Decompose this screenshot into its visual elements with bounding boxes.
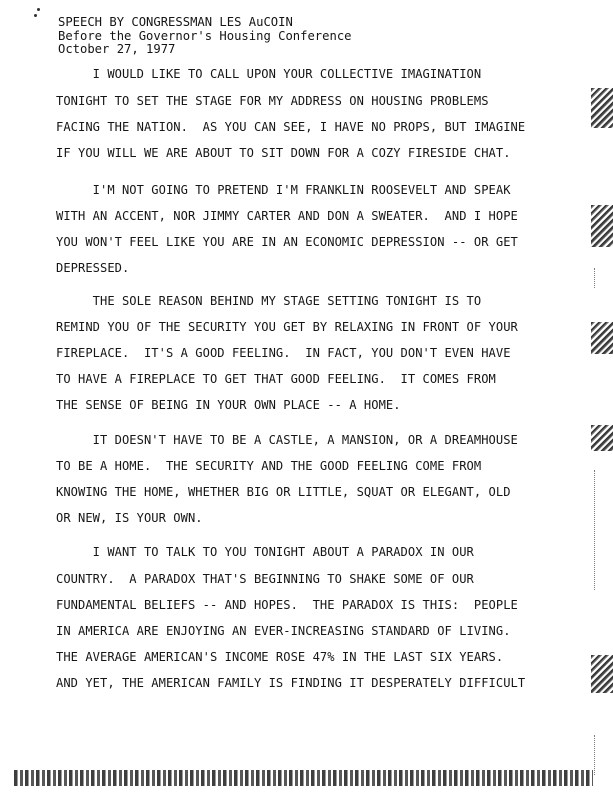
body-line: IF YOU WILL WE ARE ABOUT TO SIT DOWN FOR A COZY FIRESIDE CHAT. — [56, 146, 511, 160]
scan-artifact — [591, 425, 613, 451]
header-date: October 27, 1977 — [58, 42, 176, 57]
body-line: WITH AN ACCENT, NOR JIMMY CARTER AND DON A SWEATER. AND I HOPE — [56, 209, 518, 223]
body-line: TO BE A HOME. THE SECURITY AND THE GOOD FEELING COME FROM — [56, 459, 482, 473]
body-line: YOU WON'T FEEL LIKE YOU ARE IN AN ECONOMIC DEPRESSION -- OR GET — [56, 235, 518, 249]
body-line: THE SENSE OF BEING IN YOUR OWN PLACE -- A HOME. — [56, 398, 401, 412]
scan-artifact — [594, 735, 609, 775]
body-line: I'M NOT GOING TO PRETEND I'M FRANKLIN ROOSEVELT AND SPEAK — [56, 183, 511, 197]
header-title: SPEECH BY CONGRESSMAN LES AuCOIN — [58, 15, 293, 29]
body-line: DEPRESSED. — [56, 261, 130, 275]
body-line: FIREPLACE. IT'S A GOOD FEELING. IN FACT, YOU DON'T EVEN HAVE — [56, 346, 511, 360]
body-line: IT DOESN'T HAVE TO BE A CASTLE, A MANSION, OR A DREAMHOUSE — [56, 433, 518, 447]
scan-artifact — [594, 470, 609, 590]
body-line: THE SOLE REASON BEHIND MY STAGE SETTING TONIGHT IS TO — [56, 294, 482, 308]
body-line: FACING THE NATION. AS YOU CAN SEE, I HAVE NO PROPS, BUT IMAGINE — [56, 120, 526, 134]
body-line: IN AMERICA ARE ENJOYING AN EVER-INCREASING STANDARD OF LIVING. — [56, 624, 511, 638]
body-line: REMIND YOU OF THE SECURITY YOU GET BY RELAXING IN FRONT OF YOUR — [56, 320, 518, 334]
scan-artifact — [591, 88, 613, 128]
body-line: COUNTRY. A PARADOX THAT'S BEGINNING TO SHAKE SOME OF OUR — [56, 572, 474, 586]
body-line: TONIGHT TO SET THE STAGE FOR MY ADDRESS ON HOUSING PROBLEMS — [56, 94, 489, 108]
scan-artifact — [594, 268, 609, 288]
speech-header — [58, 16, 352, 57]
body-line: AND YET, THE AMERICAN FAMILY IS FINDING IT DESPERATELY DIFFICULT — [56, 676, 526, 690]
scan-artifact — [591, 322, 613, 354]
body-line: KNOWING THE HOME, WHETHER BIG OR LITTLE, SQUAT OR ELEGANT, OLD — [56, 485, 511, 499]
body-line: I WOULD LIKE TO CALL UPON YOUR COLLECTIVE IMAGINATION — [56, 67, 482, 81]
scan-artifact-bottom — [14, 770, 593, 786]
body-line: FUNDAMENTAL BELIEFS -- AND HOPES. THE PARADOX IS THIS: PEOPLE — [56, 598, 518, 612]
body-line: OR NEW, IS YOUR OWN. — [56, 511, 203, 525]
scan-artifact — [37, 8, 40, 11]
header-occasion: Before the Governor's Housing Conference — [58, 28, 352, 43]
body-line: I WANT TO TALK TO YOU TONIGHT ABOUT A PARADOX IN OUR — [56, 545, 474, 559]
scan-artifact — [591, 205, 613, 247]
scan-artifact — [34, 14, 37, 17]
scan-artifact — [591, 655, 613, 693]
body-line: THE AVERAGE AMERICAN'S INCOME ROSE 47% IN THE LAST SIX YEARS. — [56, 650, 504, 664]
body-line: TO HAVE A FIREPLACE TO GET THAT GOOD FEELING. IT COMES FROM — [56, 372, 496, 386]
